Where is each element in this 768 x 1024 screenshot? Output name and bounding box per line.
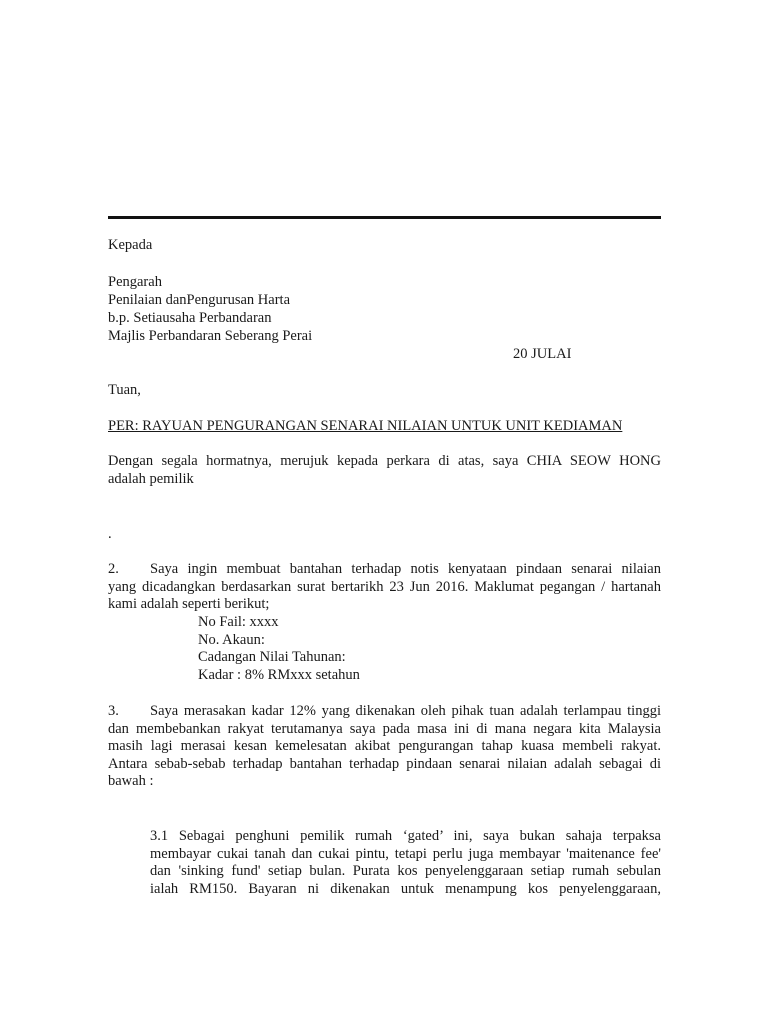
recipient-line-2: Penilaian danPengurusan Harta bbox=[108, 292, 291, 308]
para31-line-2: membayar cukai tanah dan cukai pintu, tetapi perlu juga membayar 'maitenance fee' bbox=[150, 845, 661, 862]
detail-file-no: No Fail: xxxx bbox=[198, 614, 279, 630]
recipient-line-3: b.p. Setiausaha Perbandaran bbox=[108, 310, 272, 326]
para2-line-3: kami adalah seperti berikut; bbox=[108, 596, 270, 613]
recipient-line-4: Majlis Perbandaran Seberang Perai bbox=[108, 328, 313, 344]
para31-line-1: 3.1 Sebagai penghuni pemilik rumah ‘gated’ ini, saya bukan sahaja terpaksa bbox=[150, 828, 661, 844]
detail-account-no: No. Akaun: bbox=[198, 631, 265, 648]
letter-date: 20 JULAI bbox=[513, 346, 572, 362]
para31-line-4: ialah RM150. Bayaran ni dikenakan untuk menampung kos penyelenggaraan, bbox=[150, 880, 661, 897]
para31-line-3: dan 'sinking fund' setiap bulan. Purata kos penyelenggaraan setiap rumah sebulan bbox=[150, 863, 661, 880]
subject-line: PER: RAYUAN PENGURANGAN SENARAI NILAIAN UNTUK UNIT KEDIAMAN bbox=[108, 418, 623, 434]
intro-line-1: Dengan segala hormatnya, merujuk kepada perkara di atas, saya CHIA SEOW HONG bbox=[108, 453, 661, 469]
greeting: Tuan, bbox=[108, 382, 141, 398]
para3-number: 3. bbox=[108, 703, 119, 719]
para2-text-1: Saya ingin membuat bantahan terhadap notis kenyataan pindaan senarai nilaian bbox=[150, 561, 661, 577]
para2-line-2: yang dicadangkan berdasarkan surat bertarikh 23 Jun 2016. Maklumat pegangan / hartanah bbox=[108, 578, 661, 595]
holding-details bbox=[198, 614, 360, 684]
para3-line-5: bawah : bbox=[108, 773, 154, 790]
detail-annual-value: Cadangan Nilai Tahunan: bbox=[198, 649, 346, 666]
para3-line-3: masih lagi merasai kesan kemelesatan akibat pengurangan tahap kuasa membeli rakyat. bbox=[108, 738, 661, 755]
intro-paragraph bbox=[108, 453, 661, 488]
intro-line-2: adalah pemilik bbox=[108, 470, 194, 487]
detail-rate: Kadar : 8% RMxxx setahun bbox=[198, 666, 360, 683]
para2-number: 2. bbox=[108, 561, 119, 577]
paragraph-2 bbox=[108, 561, 661, 614]
para2-line-1 bbox=[108, 561, 661, 579]
recipient-line-1: Pengarah bbox=[108, 274, 162, 290]
header-divider bbox=[108, 216, 661, 219]
para3-line-2: dan membebankan rakyat terutamanya saya pada masa ini di mana negara kita Malaysia bbox=[108, 720, 661, 737]
paragraph-3 bbox=[108, 703, 661, 791]
para3-text-1: Saya merasakan kadar 12% yang dikenakan oleh pihak tuan adalah terlampau tinggi bbox=[150, 703, 661, 719]
stray-dot: . bbox=[108, 526, 112, 542]
paragraph-3-1 bbox=[150, 828, 661, 898]
para3-line-4: Antara sebab-sebab terhadap bantahan terhadap pindaan senarai nilaian adalah sebagai di bbox=[108, 755, 661, 772]
salutation-to: Kepada bbox=[108, 237, 153, 253]
para3-line-1 bbox=[108, 703, 661, 721]
